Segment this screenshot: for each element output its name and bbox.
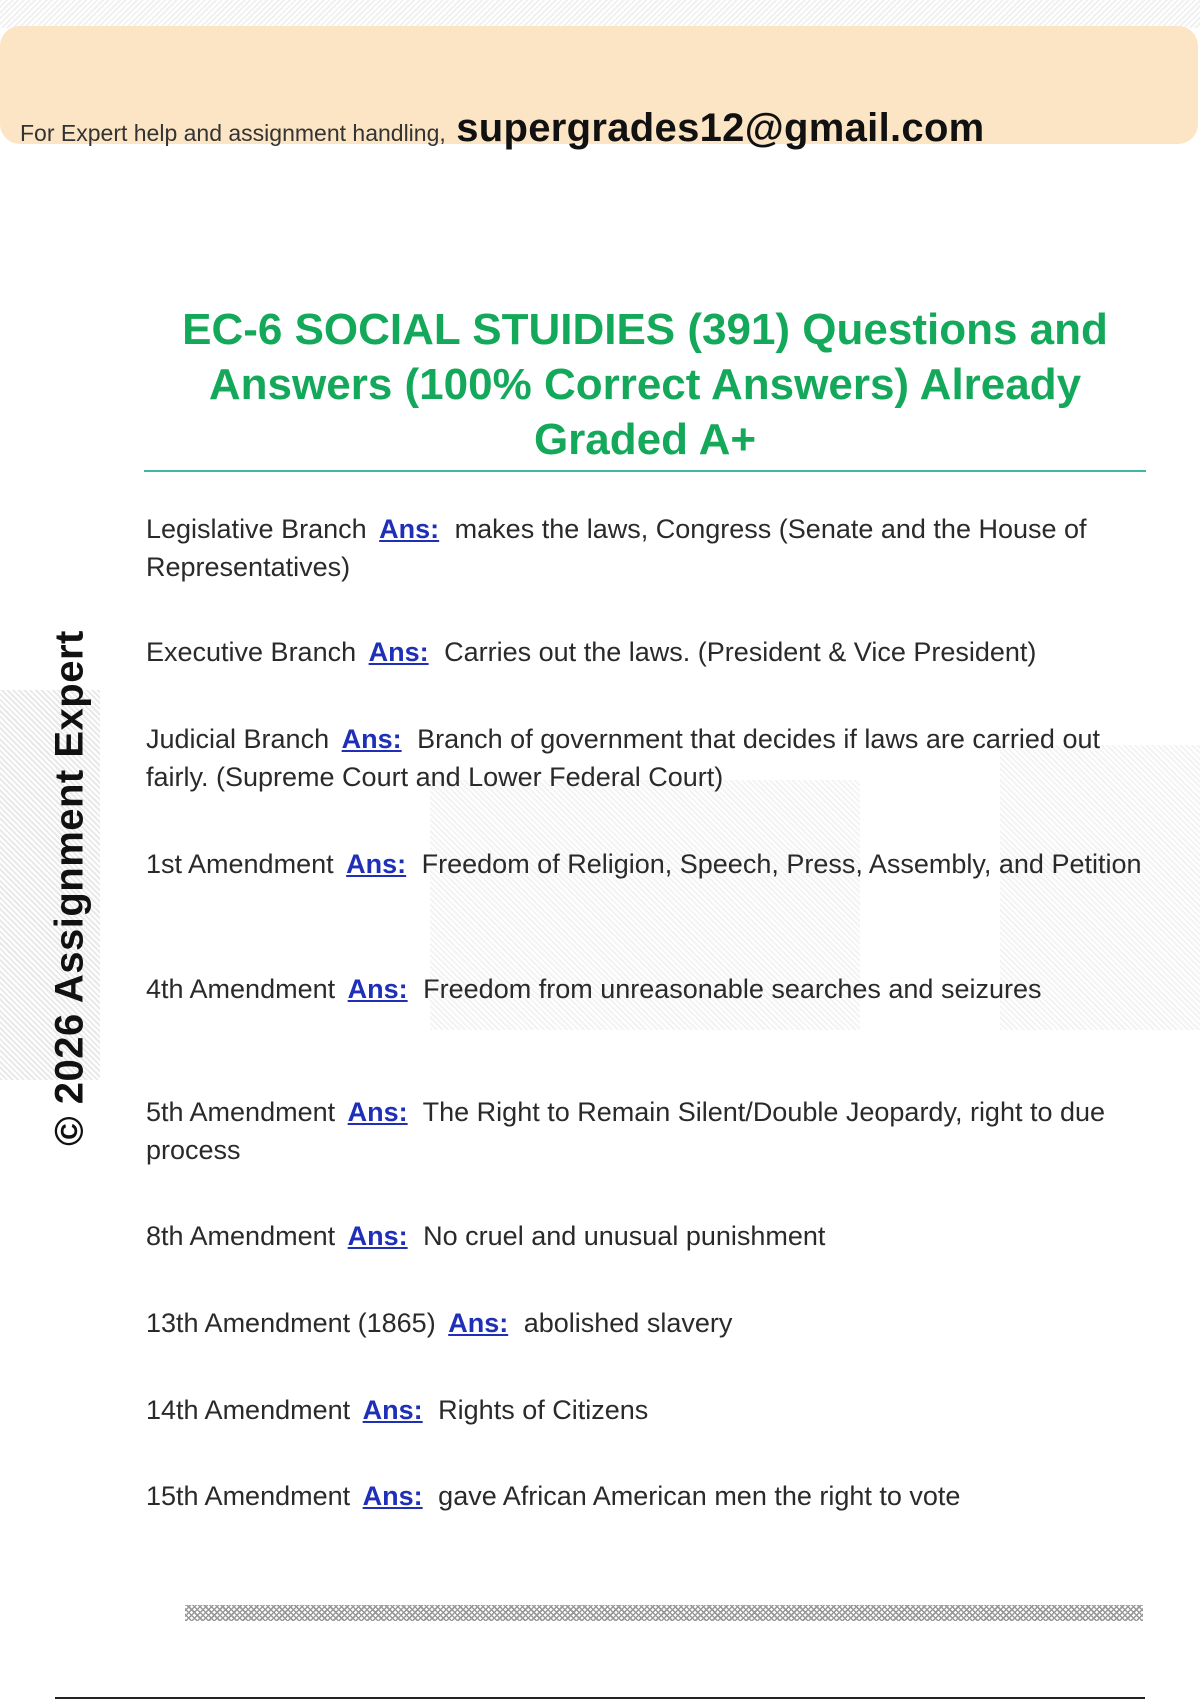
top-pattern-strip (0, 0, 1200, 28)
question-term: Executive Branch (146, 637, 357, 667)
answer-link[interactable]: Ans: (347, 974, 408, 1004)
answer-link[interactable]: Ans: (362, 1395, 423, 1425)
answer-link[interactable]: Ans: (341, 724, 402, 754)
question-term: 1st Amendment (146, 849, 334, 879)
answer-link[interactable]: Ans: (362, 1481, 423, 1511)
question-term: 13th Amendment (1865) (146, 1308, 436, 1338)
question-term: Judicial Branch (146, 724, 330, 754)
qa-item (146, 1391, 1146, 1429)
answer-link[interactable]: Ans: (347, 1221, 408, 1251)
bottom-rule (55, 1697, 1145, 1699)
answer-link[interactable]: Ans: (368, 637, 429, 667)
zigzag-divider (185, 1605, 1143, 1621)
answer-link[interactable]: Ans: (346, 849, 407, 879)
answer-text: gave African American men the right to vote (438, 1481, 961, 1511)
banner-lead-text: For Expert help and assignment handling, (20, 120, 446, 146)
question-term: 14th Amendment (146, 1395, 351, 1425)
answer-text: Carries out the laws. (President & Vice President) (444, 637, 1037, 667)
answer-text: abolished slavery (523, 1308, 733, 1338)
answer-text: makes the laws, Congress (Senate and the House of Representatives) (146, 514, 1087, 582)
copyright-watermark: © 2026 Assignment Expert (47, 630, 92, 1146)
question-term: 5th Amendment (146, 1097, 336, 1127)
question-term: 8th Amendment (146, 1221, 336, 1251)
contact-banner (0, 26, 1198, 150)
qa-item (146, 1093, 1146, 1169)
answer-link[interactable]: Ans: (448, 1308, 509, 1338)
qa-item (146, 1304, 1146, 1342)
contact-email[interactable]: supergrades12@gmail.com (456, 106, 985, 150)
answer-text: Freedom from unreasonable searches and seizures (423, 974, 1042, 1004)
question-term: 4th Amendment (146, 974, 336, 1004)
banner-text (20, 106, 985, 151)
qa-item (146, 510, 1146, 586)
answer-link[interactable]: Ans: (379, 514, 440, 544)
answer-text: The Right to Remain Silent/Double Jeopardy, right to due process (146, 1097, 1106, 1165)
qa-item (146, 970, 1146, 1008)
answer-text: Branch of government that decides if laws are carried out fairly. (Supreme Court and Lower Federal Court) (146, 724, 1100, 792)
title-divider (144, 470, 1146, 472)
answer-text: Rights of Citizens (438, 1395, 649, 1425)
qa-item (146, 633, 1146, 671)
qa-item (146, 845, 1146, 883)
qa-item (146, 1217, 1146, 1255)
answer-text: No cruel and unusual punishment (423, 1221, 826, 1251)
answer-text: Freedom of Religion, Speech, Press, Assembly, and Petition (421, 849, 1142, 879)
question-term: Legislative Branch (146, 514, 367, 544)
document-title: EC-6 SOCIAL STUIDIES (391) Questions and Answers (100% Correct Answers) Already Graded A+ (182, 305, 1108, 464)
qa-item (146, 1477, 1146, 1515)
qa-item (146, 720, 1146, 796)
answer-link[interactable]: Ans: (347, 1097, 408, 1127)
question-term: 15th Amendment (146, 1481, 351, 1511)
